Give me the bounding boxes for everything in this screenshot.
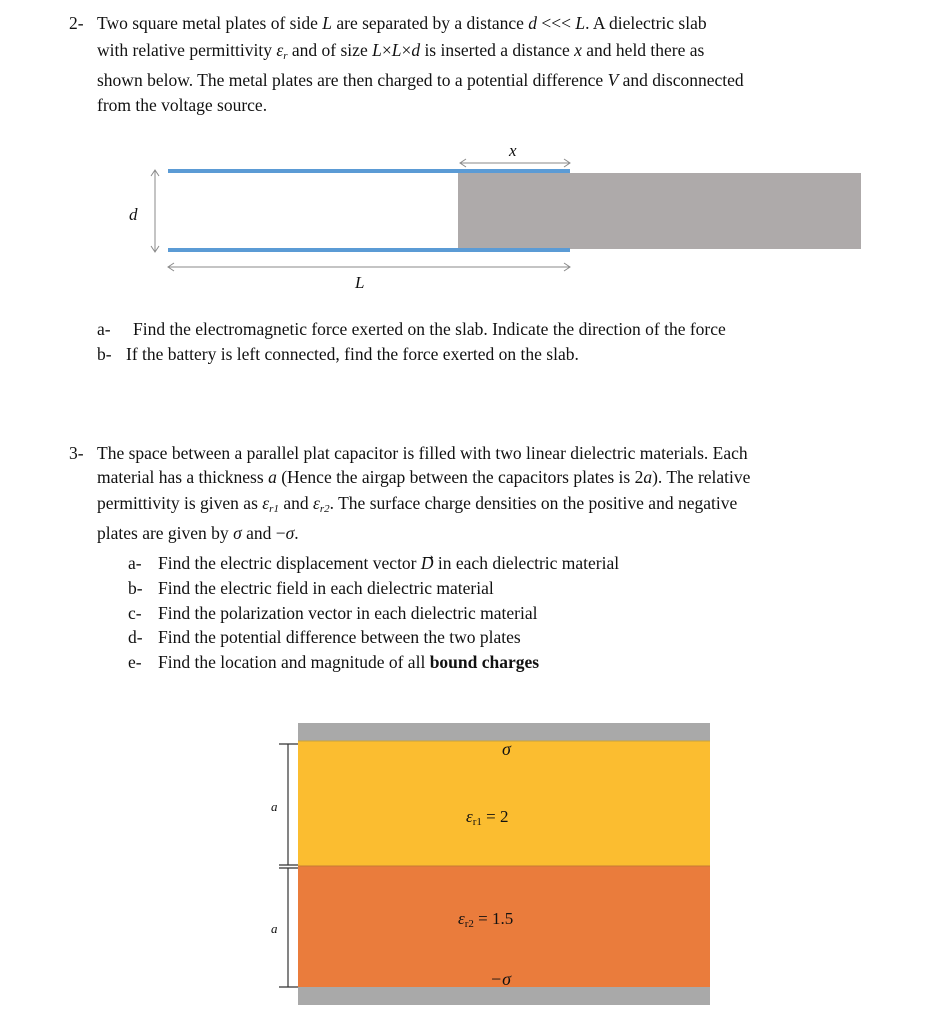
- problem3-number: 3-: [69, 443, 84, 463]
- problem3-part-a-text: Find the electric displacement vector D⃗ in each dielectric material: [158, 553, 620, 573]
- problem3-line-3: permittivity is given as $\varepsilon_{r1}$ and $\varepsilon_{r2}$. The surface charge densities on the positive and negative: [97, 493, 738, 515]
- L-dimension-arrow: [168, 263, 570, 271]
- problem3-part-e-marker: e-: [128, 652, 142, 672]
- problem3-line-4: plates are given by σ and −σ.: [97, 523, 299, 543]
- problem2-number: 2-: [69, 13, 84, 33]
- eps1-label: $\varepsilon_{r1} = 2$: [466, 807, 509, 828]
- eps2-label: $\varepsilon_{r2} = 1.5$: [458, 909, 514, 930]
- problem3-part-b-marker: b-: [128, 578, 143, 598]
- dielectric-slab: [458, 173, 861, 249]
- problem3-part-c-text: Find the polarization vector in each dielectric material: [158, 603, 538, 623]
- problem3-part-d-text: Find the potential difference between the two plates: [158, 627, 521, 647]
- label-x: x: [509, 141, 517, 160]
- sigma-top-label: σ: [502, 739, 511, 759]
- bottom-metal-plate: [168, 248, 570, 252]
- problem2-part-b-text: If the battery is left connected, find the force exerted on the slab.: [126, 344, 579, 364]
- problem2-part-b-marker: b-: [97, 344, 112, 364]
- problem2-line-2: with relative permittivity $\varepsilon_r$ and of size L×L×d is inserted a distance x and held there as: [97, 40, 705, 62]
- two-dielectric-capacitor-figure: [0, 700, 947, 1030]
- d-dimension-arrow: [151, 170, 159, 252]
- problem2-part-a-marker: a-: [97, 319, 111, 339]
- problem3-part-a-marker: a-: [128, 553, 142, 573]
- label-L: L: [355, 273, 365, 292]
- label-a-top: a: [271, 799, 278, 814]
- problem3-part-d-marker: d-: [128, 627, 143, 647]
- problem2-part-a-text: Find the electromagnetic force exerted on the slab. Indicate the direction of the force: [133, 319, 726, 339]
- problem2-line-1: Two square metal plates of side L are separated by a distance d <<< L. A dielectric slab: [97, 13, 707, 33]
- label-a-bottom: a: [271, 921, 278, 936]
- top-metal-plate: [168, 169, 570, 173]
- sigma-bottom-label: −σ: [490, 969, 512, 989]
- problem3-line-1: The space between a parallel plat capacitor is filled with two linear dielectric materials. Each: [97, 443, 748, 463]
- problem2-line-3: shown below. The metal plates are then charged to a potential difference V and disconnected: [97, 70, 744, 90]
- capacitor-slab-figure: [0, 130, 947, 430]
- problem3-part-e-text: Find the location and magnitude of all bound charges: [158, 652, 540, 672]
- problem3-line-2: material has a thickness a (Hence the airgap between the capacitors plates is 2a). The relative: [97, 467, 751, 487]
- problem3-part-b-text: Find the electric field in each dielectric material: [158, 578, 494, 598]
- label-d: d: [129, 205, 138, 224]
- problem3-part-c-marker: c-: [128, 603, 142, 623]
- thickness-brackets: [279, 744, 298, 987]
- problem2-line-4: from the voltage source.: [97, 95, 268, 115]
